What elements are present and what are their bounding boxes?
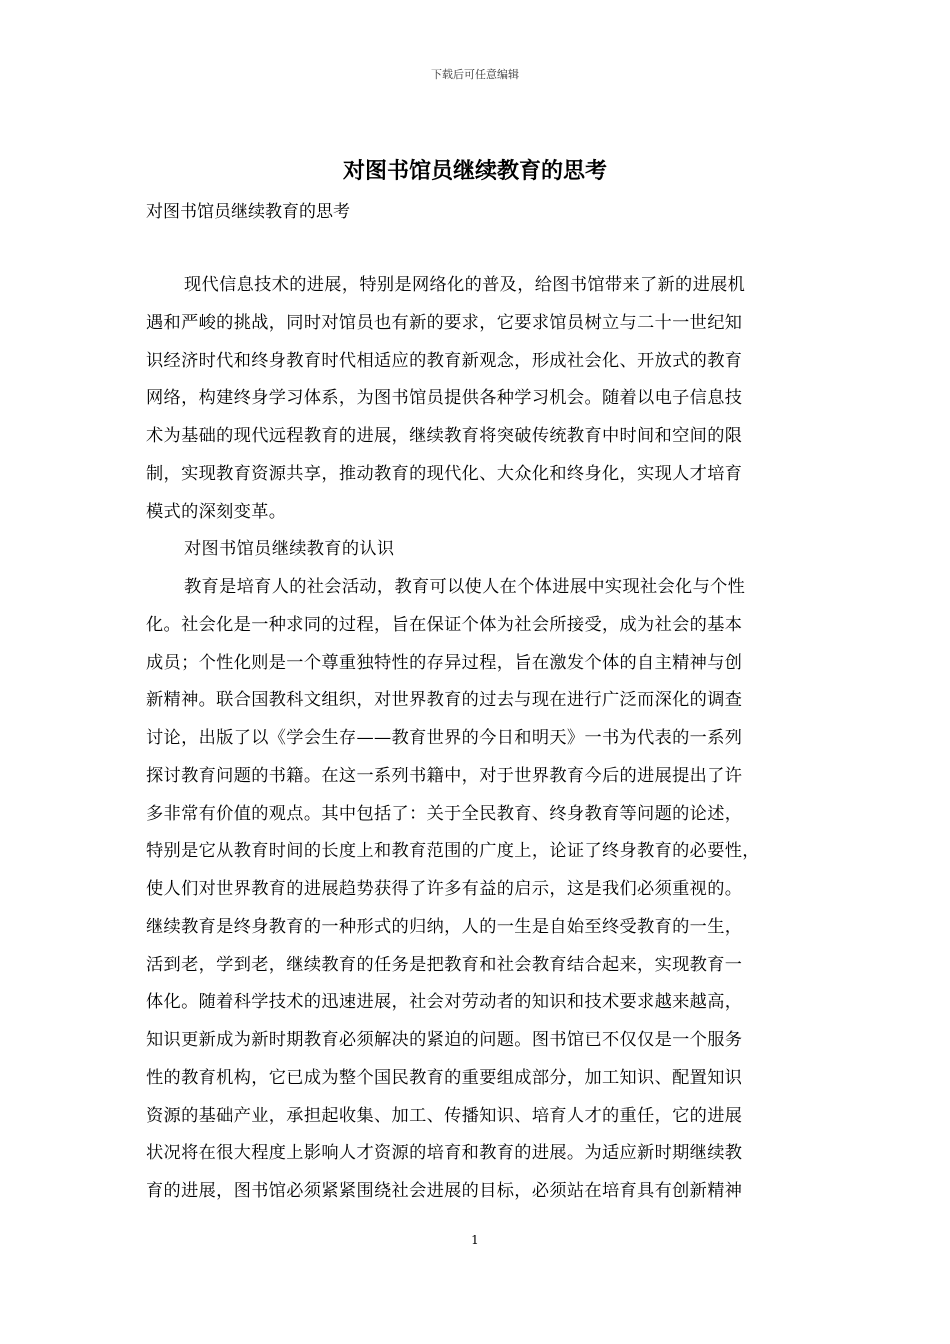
body-line: 制，实现教育资源共享，推动教育的现代化、大众化和终身化，实现人才培育 xyxy=(146,463,743,484)
page-header-note: 下载后可任意编辑 xyxy=(431,68,519,81)
body-line: 遇和严峻的挑战，同时对馆员也有新的要求，它要求馆员树立与二十一世纪知 xyxy=(146,312,743,333)
body-line: 特别是它从教育时间的长度上和教育范围的广度上，论证了终身教育的必要性， xyxy=(146,841,760,862)
body-line: 多非常有价值的观点。其中包括了：关于全民教育、终身教育等问题的论述， xyxy=(146,803,743,824)
body-line: 网络，构建终身学习体系，为图书馆员提供各种学习机会。随着以电子信息技 xyxy=(146,388,743,409)
body-line: 成员；个性化则是一个尊重独特性的存异过程，旨在激发个体的自主精神与创 xyxy=(146,652,743,673)
body-line: 知识更新成为新时期教育必须解决的紧迫的问题。图书馆已不仅仅是一个服务 xyxy=(146,1030,743,1050)
body-line: 继续教育是终身教育的一种形式的归纳，人的一生是自始至终受教育的一生， xyxy=(146,916,743,937)
document-title: 对图书馆员继续教育的思考 xyxy=(342,158,607,184)
body-text xyxy=(146,267,826,1211)
body-line: 性的教育机构，它已成为整个国民教育的重要组成部分，加工知识、配置知识 xyxy=(146,1067,743,1088)
body-line: 教育是培育人的社会活动，教育可以使人在个体进展中实现社会化与个性 xyxy=(184,577,746,597)
body-line: 新精神。联合国教科文组织，对世界教育的过去与现在进行广泛而深化的调查 xyxy=(146,690,743,711)
body-line: 识经济时代和终身教育时代相适应的教育新观念，形成社会化、开放式的教育 xyxy=(146,350,743,371)
body-line: 资源的基础产业，承担起收集、加工、传播知识、培育人才的重任，它的进展 xyxy=(146,1105,743,1126)
document-subtitle: 对图书馆员继续教育的思考 xyxy=(146,202,350,222)
body-line: 化。社会化是一种求同的过程，旨在保证个体为社会所接受，成为社会的基本 xyxy=(146,614,743,635)
body-line: 活到老，学到老，继续教育的任务是把教育和社会教育结合起来，实现教育一 xyxy=(146,954,743,975)
body-line: 探讨教育问题的书籍。在这一系列书籍中，对于世界教育今后的进展提出了许 xyxy=(146,765,743,786)
body-line: 状况将在很大程度上影响人才资源的培育和教育的进展。为适应新时期继续教 xyxy=(146,1143,743,1164)
body-line: 使人们对世界教育的进展趋势获得了许多有益的启示，这是我们必须重视的。 xyxy=(146,879,743,899)
section-heading: 对图书馆员继续教育的认识 xyxy=(184,539,395,560)
page-number: 1 xyxy=(471,1233,479,1247)
body-line: 育的进展，图书馆必须紧紧围绕社会进展的目标，必须站在培育具有创新精神 xyxy=(146,1181,743,1201)
body-line: 讨论，出版了以《学会生存——教育世界的今日和明天》一书为代表的一系列 xyxy=(146,728,743,748)
body-line: 体化。随着科学技术的迅速进展，社会对劳动者的知识和技术要求越来越高， xyxy=(146,992,743,1013)
body-line: 现代信息技术的进展，特别是网络化的普及，给图书馆带来了新的进展机 xyxy=(184,275,746,295)
body-line: 模式的深刻变革。 xyxy=(146,501,287,522)
body-line: 术为基础的现代远程教育的进展，继续教育将突破传统教育中时间和空间的限 xyxy=(146,426,743,446)
